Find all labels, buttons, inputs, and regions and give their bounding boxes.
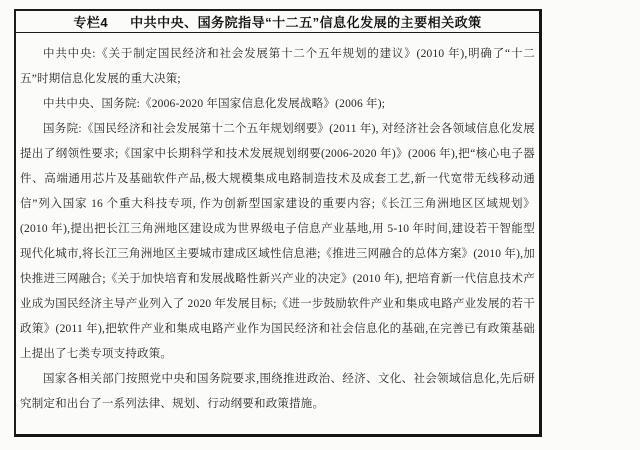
panel-body [16, 33, 539, 417]
policy-box-panel [14, 9, 542, 437]
paragraph: 国家各相关部门按照党中央和国务院要求,围绕推进政治、经济、文化、社会领域信息化,先后研究制定和出台了一系列法律、规划、行动纲要和政策措施。 [20, 373, 535, 410]
panel-header [16, 11, 539, 33]
paragraph: 国务院:《国民经济和社会发展第十二个五年规划纲要》(2011 年), 对经济社会各领域信息化发展提出了纲领性要求;《国家中长期科学和技术发展规划纲要(2006-2020 年)》(2006 年),把“核心电子器件、高端通用芯片及基础软件产品,极大规模集成电路制造技术及成套工艺,新一代宽带无线移动通信”列入国家 16 个重大科技专项, 作为创新型国家建设的重要内容;《长江三角洲地区区域规划》(2010 年),提出把长江三角洲地区建设成为世界级电子信息产业基地,用 5-10 年时间,建设若干智能型现代化城市,将长江三角洲地区主要城市建成区域性信息港;《推进三网融合的总体方案》(2010 年),加快推进三网融合;《关于加快培育和发展战略性新兴产业的决定》(2010 年), 把培育新一代信息技术产业成为国民经济主导产业列入了 2020 年发展目标;《进一步鼓励软件产业和集成电路产业发展的若干政策》(2011 年),把软件产业和集成电路产业作为国民经济和社会信息化的基础,在完善已有政策基础上提出了七类专项支持政策。 [20, 123, 535, 360]
panel-title: 中共中央、国务院指导“十二五”信息化发展的主要相关政策 [130, 15, 482, 30]
paragraph: 中共中央、国务院:《2006-2020 年国家信息化发展战略》(2006 年); [43, 98, 386, 110]
panel-label: 专栏4 [73, 15, 109, 30]
paragraph: 中共中央:《关于制定国民经济和社会发展第十二个五年规划的建议》(2010 年),明确了“十二五”时期信息化发展的重大决策; [20, 48, 535, 85]
